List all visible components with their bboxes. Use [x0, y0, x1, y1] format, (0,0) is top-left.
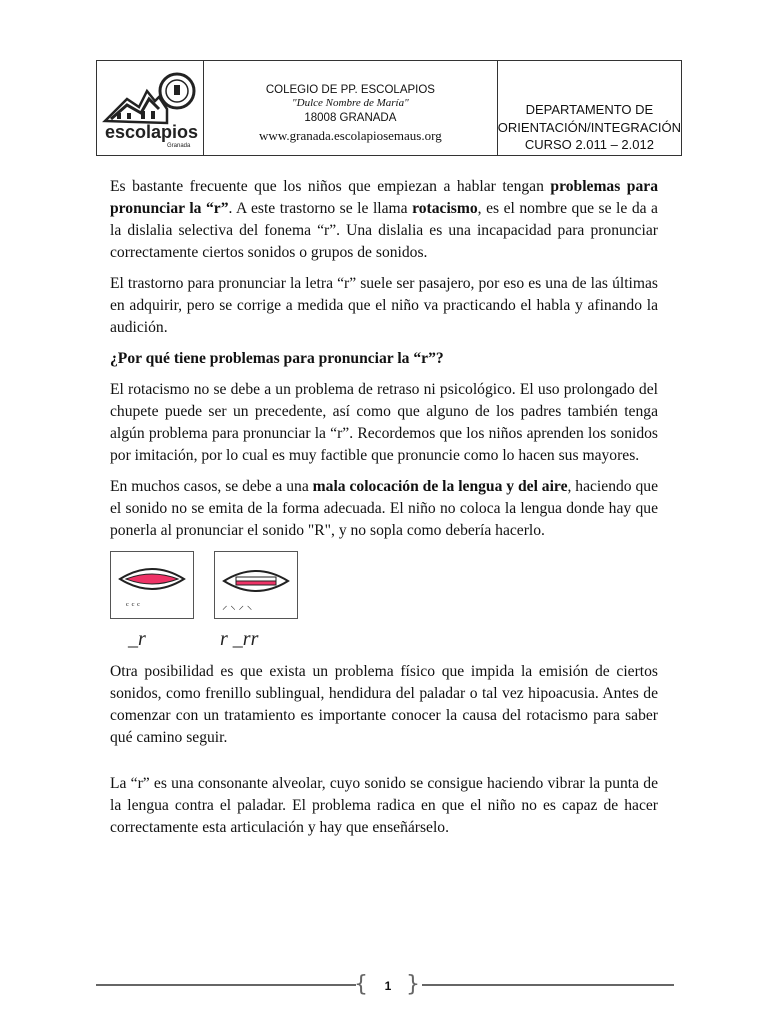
school-subtitle: "Dulce Nombre de María"	[292, 97, 409, 110]
footer-rule-left	[96, 984, 356, 986]
department-line-1: DEPARTAMENTO DE	[525, 102, 654, 117]
school-logo	[97, 61, 204, 155]
mouth-teeth-icon	[214, 551, 314, 651]
svg-text:r _rr: r _rr	[220, 628, 259, 650]
svg-text:⸝ ⸜ ⸝ ⸜: ⸝ ⸜ ⸝ ⸜	[222, 600, 253, 612]
page-number: 1	[384, 979, 392, 993]
school-website[interactable]: www.granada.escolapiosemaus.org	[259, 127, 442, 143]
svg-text:ᶜ ᶜ ᶜ: ᶜ ᶜ ᶜ	[126, 600, 140, 612]
paragraph-3: El rotacismo no se debe a un problema de retraso ni psicológico. El uso prolongado del chupete puede ser un precedente, así como que alguno de los padres también tenga algún problema para pronunciar la “r”. Recordemos que los niños aprenden los sonidos por imitación, por lo cual es muy factible que pronuncie como lo hacen sus mayores.	[110, 381, 658, 464]
left-brace: {	[354, 972, 368, 997]
svg-text:escolapios: escolapios	[105, 122, 199, 142]
page-footer	[96, 972, 674, 997]
section-question: ¿Por qué tiene problemas para pronunciar la “r”?	[110, 350, 444, 367]
school-name: COLEGIO DE PP. ESCOLAPIOS	[265, 84, 435, 96]
document-body	[110, 176, 658, 848]
school-city: 18008 GRANADA	[304, 112, 397, 125]
svg-text:_r: _r	[128, 628, 146, 650]
department-line-2: ORIENTACIÓN/INTEGRACIÓN	[497, 119, 681, 135]
paragraph-1: Es bastante frecuente que los niños que empiezan a hablar tengan problemas para pronunciar la “r”. A este trastorno se le llama rotacismo, es el nombre que se le da a la dislalia selectiva del fonema “r”. Una dislalia es una incapacidad para pronunciar correctamente ciertos sonidos o grupos de sonidos.	[110, 178, 658, 261]
school-info	[204, 61, 498, 155]
footer-rule-right	[422, 984, 674, 986]
paragraph-4: En muchos casos, se debe a una mala colocación de la lengua y del aire, haciendo que el sonido no se emita de la forma adecuada. El niño no coloca la lengua donde hay que ponerla al pronunciar el sonido "R", y no sopla como debería hacerlo.	[110, 478, 658, 539]
svg-text:Granada: Granada	[167, 143, 191, 149]
department-info	[498, 61, 681, 155]
school-building-icon	[97, 61, 203, 155]
paragraph-2: El trastorno para pronunciar la letra “r” suele ser pasajero, por eso es una de las últimas en adquirir, pero se corrige a medida que el niño va practicando el habla y afinando la audición.	[110, 275, 658, 336]
right-brace: }	[406, 972, 420, 997]
figure-mouth-1	[110, 551, 206, 651]
mouth-tongue-icon	[110, 551, 194, 651]
course-year: CURSO 2.011 – 2.012	[524, 137, 654, 153]
paragraph-6: La “r” es una consonante alveolar, cuyo sonido se consigue haciendo vibrar la punta de la lengua contra el paladar. El problema radica en que el niño no es capaz de hacer correctamente esta articulación y hay que enseñárselo.	[110, 775, 658, 836]
figure-mouth-2	[214, 551, 314, 651]
document-header	[96, 60, 682, 156]
paragraph-5: Otra posibilidad es que exista un problema físico que impida la emisión de ciertos sonidos, como frenillo sublingual, hendidura del paladar o tal vez hipoacusia. Antes de comenzar con un tratamiento es importante conocer la causa del rotacismo para saber qué camino seguir.	[110, 663, 658, 746]
mouth-illustrations	[110, 551, 658, 651]
